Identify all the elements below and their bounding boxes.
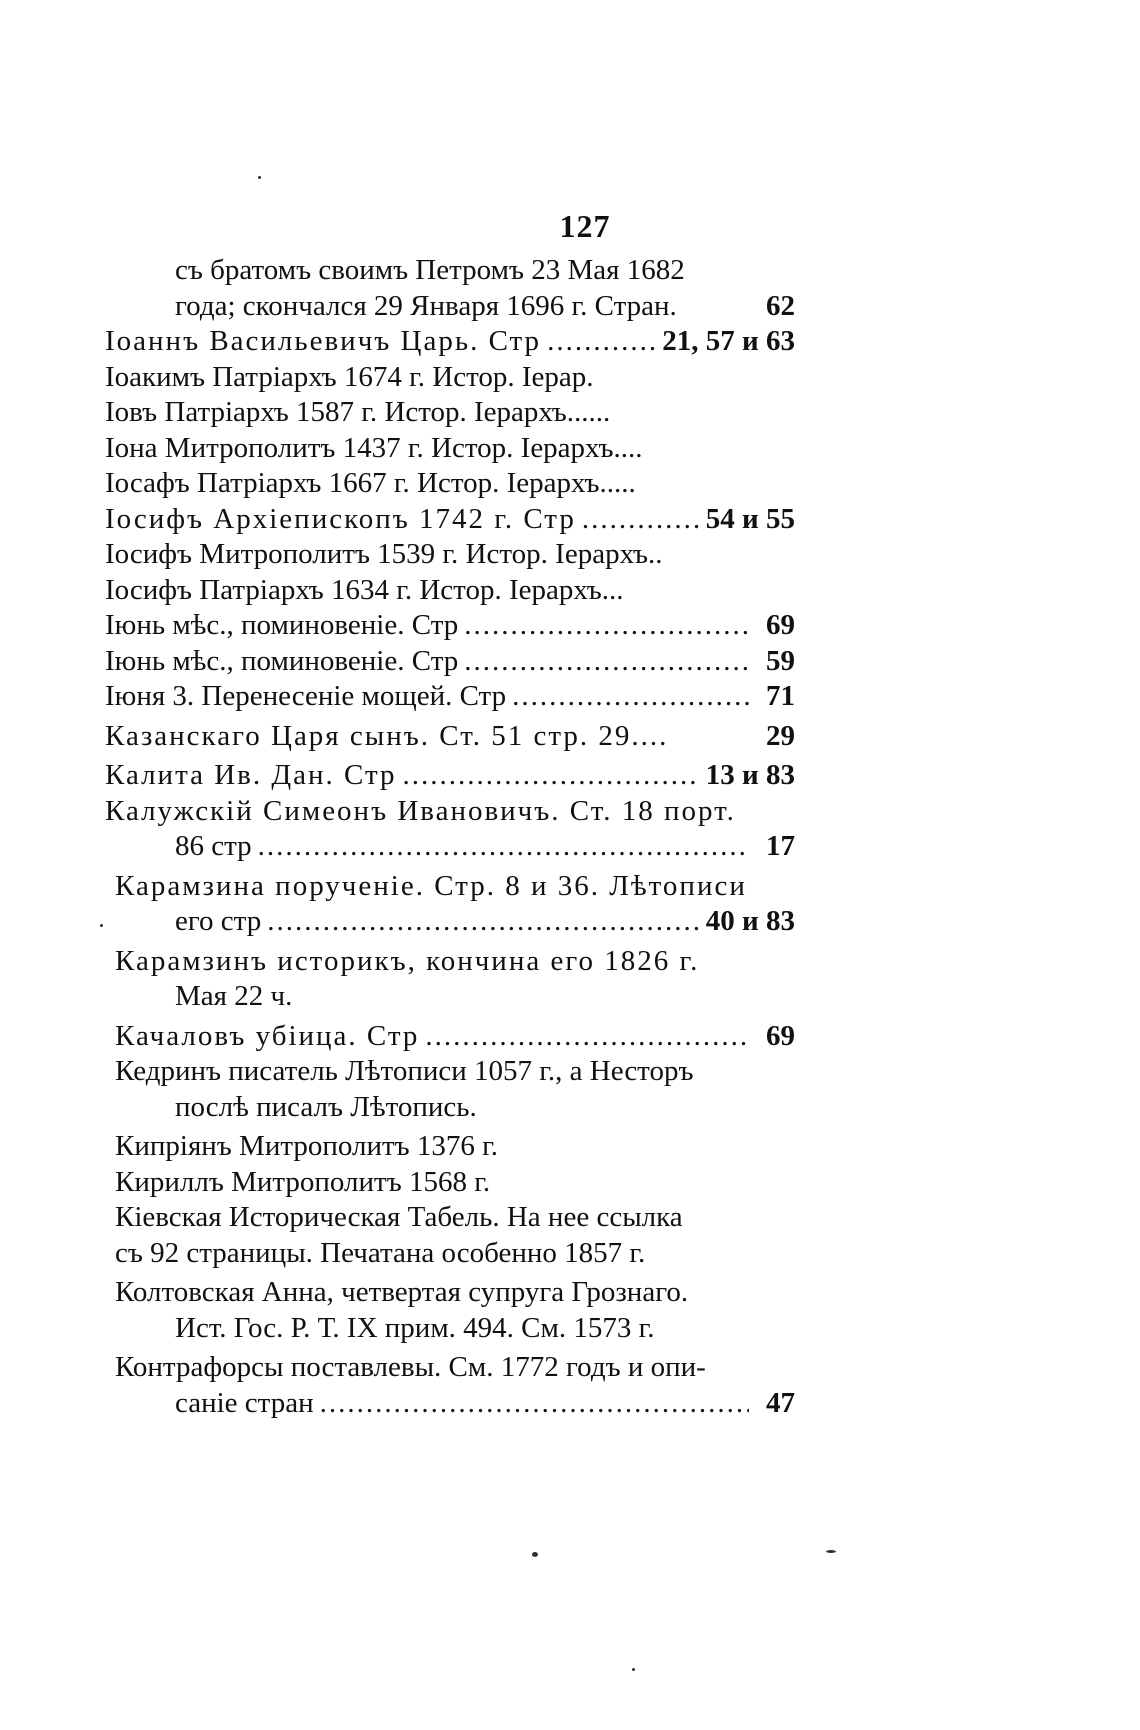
scan-speck (532, 1552, 538, 1557)
entry-text: саніе стран (175, 1386, 314, 1419)
entry-text: Іосифъ Архіепископъ 1742 г. Стр (105, 502, 576, 535)
index-line (115, 289, 795, 325)
entry-text: его стр (175, 905, 262, 937)
index-line (105, 573, 795, 609)
index-line (105, 431, 795, 467)
entry-text: Кипріянъ Митрополитъ 1376 г. (115, 1130, 499, 1162)
index-line (115, 1054, 795, 1090)
entry-text: Кедринъ писатель Лѣтописи 1057 г., а Несторъ (115, 1055, 694, 1087)
entry-text: года; скончался 29 Января 1696 г. Стран. (175, 289, 677, 322)
entry-text: Іосифъ Патріархъ 1634 г. Истор. Іерархъ... (105, 573, 624, 606)
entry-text: Кириллъ Митрополитъ 1568 г. (115, 1165, 491, 1198)
scan-speck (258, 176, 261, 179)
leader-dots (403, 758, 700, 794)
entry-text: Іюнь мѣс., поминовеніе. Стр (105, 644, 459, 677)
entry-text: 86 стр (175, 830, 252, 862)
index-line (115, 869, 795, 905)
entry-text: Мая 22 ч. (175, 980, 293, 1012)
page-number: 127 (559, 208, 611, 244)
entry-page: 54 и 55 (705, 502, 795, 535)
index-line (105, 608, 795, 644)
index-line (105, 502, 795, 538)
index-line (105, 679, 795, 715)
index-line (115, 1236, 795, 1272)
index-line (115, 944, 795, 980)
index-line (105, 395, 795, 431)
index-line (105, 324, 795, 360)
entry-text: Іоакимъ Патріархъ 1674 г. Истор. Іерар. (105, 360, 594, 393)
entry-page: 69 (766, 1019, 795, 1052)
scan-speck (100, 924, 103, 927)
index-line (115, 1311, 795, 1347)
index-line (115, 1090, 795, 1126)
index-line (115, 904, 795, 940)
index-line (115, 1165, 795, 1201)
index-list (105, 253, 795, 1421)
index-line (105, 466, 795, 502)
entry-page: 47 (766, 1386, 795, 1419)
entry-text: Іосафъ Патріархъ 1667 г. Истор. Іерархъ..... (105, 467, 636, 499)
entry-page: 13 и 83 (705, 759, 795, 791)
scan-speck (826, 1550, 836, 1553)
entry-text: Карамзина порученіе. Стр. 8 и 36. Лѣтописи (115, 869, 747, 902)
entry-text: Контрафорсы поставлевы. См. 1772 годъ и опи- (115, 1351, 706, 1383)
entry-text: Качаловъ убіица. Стр (115, 1019, 420, 1052)
index-line (115, 1019, 795, 1055)
leader-dots (267, 904, 700, 940)
index-line (105, 644, 795, 680)
entry-page: 71 (766, 680, 795, 712)
index-line (115, 1275, 795, 1311)
entry-page: 40 и 83 (705, 905, 795, 937)
leader-dots (258, 829, 749, 865)
leader-dots (582, 502, 700, 538)
entry-page: 59 (766, 644, 795, 677)
leader-dots (547, 324, 656, 360)
entry-page: 29 (766, 719, 795, 752)
entry-text: Іона Митрополитъ 1437 г. Истор. Іерархъ.... (105, 431, 643, 464)
leader-dots (425, 1019, 749, 1055)
leader-dots (464, 608, 749, 644)
leader-dots (464, 644, 749, 680)
index-line (115, 829, 795, 865)
entry-page: 62 (766, 289, 795, 322)
index-line (115, 1129, 795, 1165)
entry-text: Іовъ Патріархъ 1587 г. Истор. Іерархъ...... (105, 396, 611, 428)
entry-text: Колтовская Анна, четвертая супруга Грознаго. (115, 1276, 689, 1308)
index-line (105, 758, 795, 794)
entry-text: Кіевская Историческая Табель. На нее ссылка (115, 1201, 683, 1233)
entry-text: Карамзинъ историкъ, кончина его 1826 г. (115, 944, 700, 977)
entry-text: Ист. Гос. Р. Т. IX прим. 494. См. 1573 г. (175, 1311, 655, 1344)
index-line (115, 1200, 795, 1236)
entry-text: Іоаннъ Васильевичъ Царь. Стр (105, 325, 542, 357)
index-line (105, 537, 795, 573)
entry-page: 69 (766, 609, 795, 641)
index-line (105, 360, 795, 396)
entry-text: съ 92 страницы. Печатана особенно 1857 г. (115, 1236, 646, 1269)
entry-text: Калита Ив. Дан. Стр (105, 759, 397, 791)
index-line (115, 979, 795, 1015)
index-line (115, 1386, 795, 1422)
entry-text: Іюнь мѣс., поминовеніе. Стр (105, 609, 459, 641)
entry-text: Казанскаго Царя сынъ. Ст. 51 стр. 29.... (105, 719, 669, 752)
entry-text: Іосифъ Митрополитъ 1539 г. Истор. Іерархъ.. (105, 538, 663, 570)
leader-dots (512, 679, 749, 715)
entry-page: 17 (766, 830, 795, 862)
scan-speck (632, 1668, 635, 1671)
leader-dots (320, 1386, 749, 1422)
index-line (105, 719, 795, 755)
entry-page: 21, 57 и 63 (662, 325, 795, 357)
entry-text: съ братомъ своимъ Петромъ 23 Мая 1682 (175, 254, 685, 286)
entry-text: послѣ писалъ Лѣтопись. (175, 1090, 477, 1123)
index-line (115, 1350, 795, 1386)
entry-text: Іюня 3. Перенесеніе мощей. Стр (105, 680, 507, 712)
index-line (115, 253, 795, 289)
index-line (105, 794, 795, 830)
entry-text: Калужскій Симеонъ Ивановичъ. Ст. 18 порт. (105, 794, 736, 827)
